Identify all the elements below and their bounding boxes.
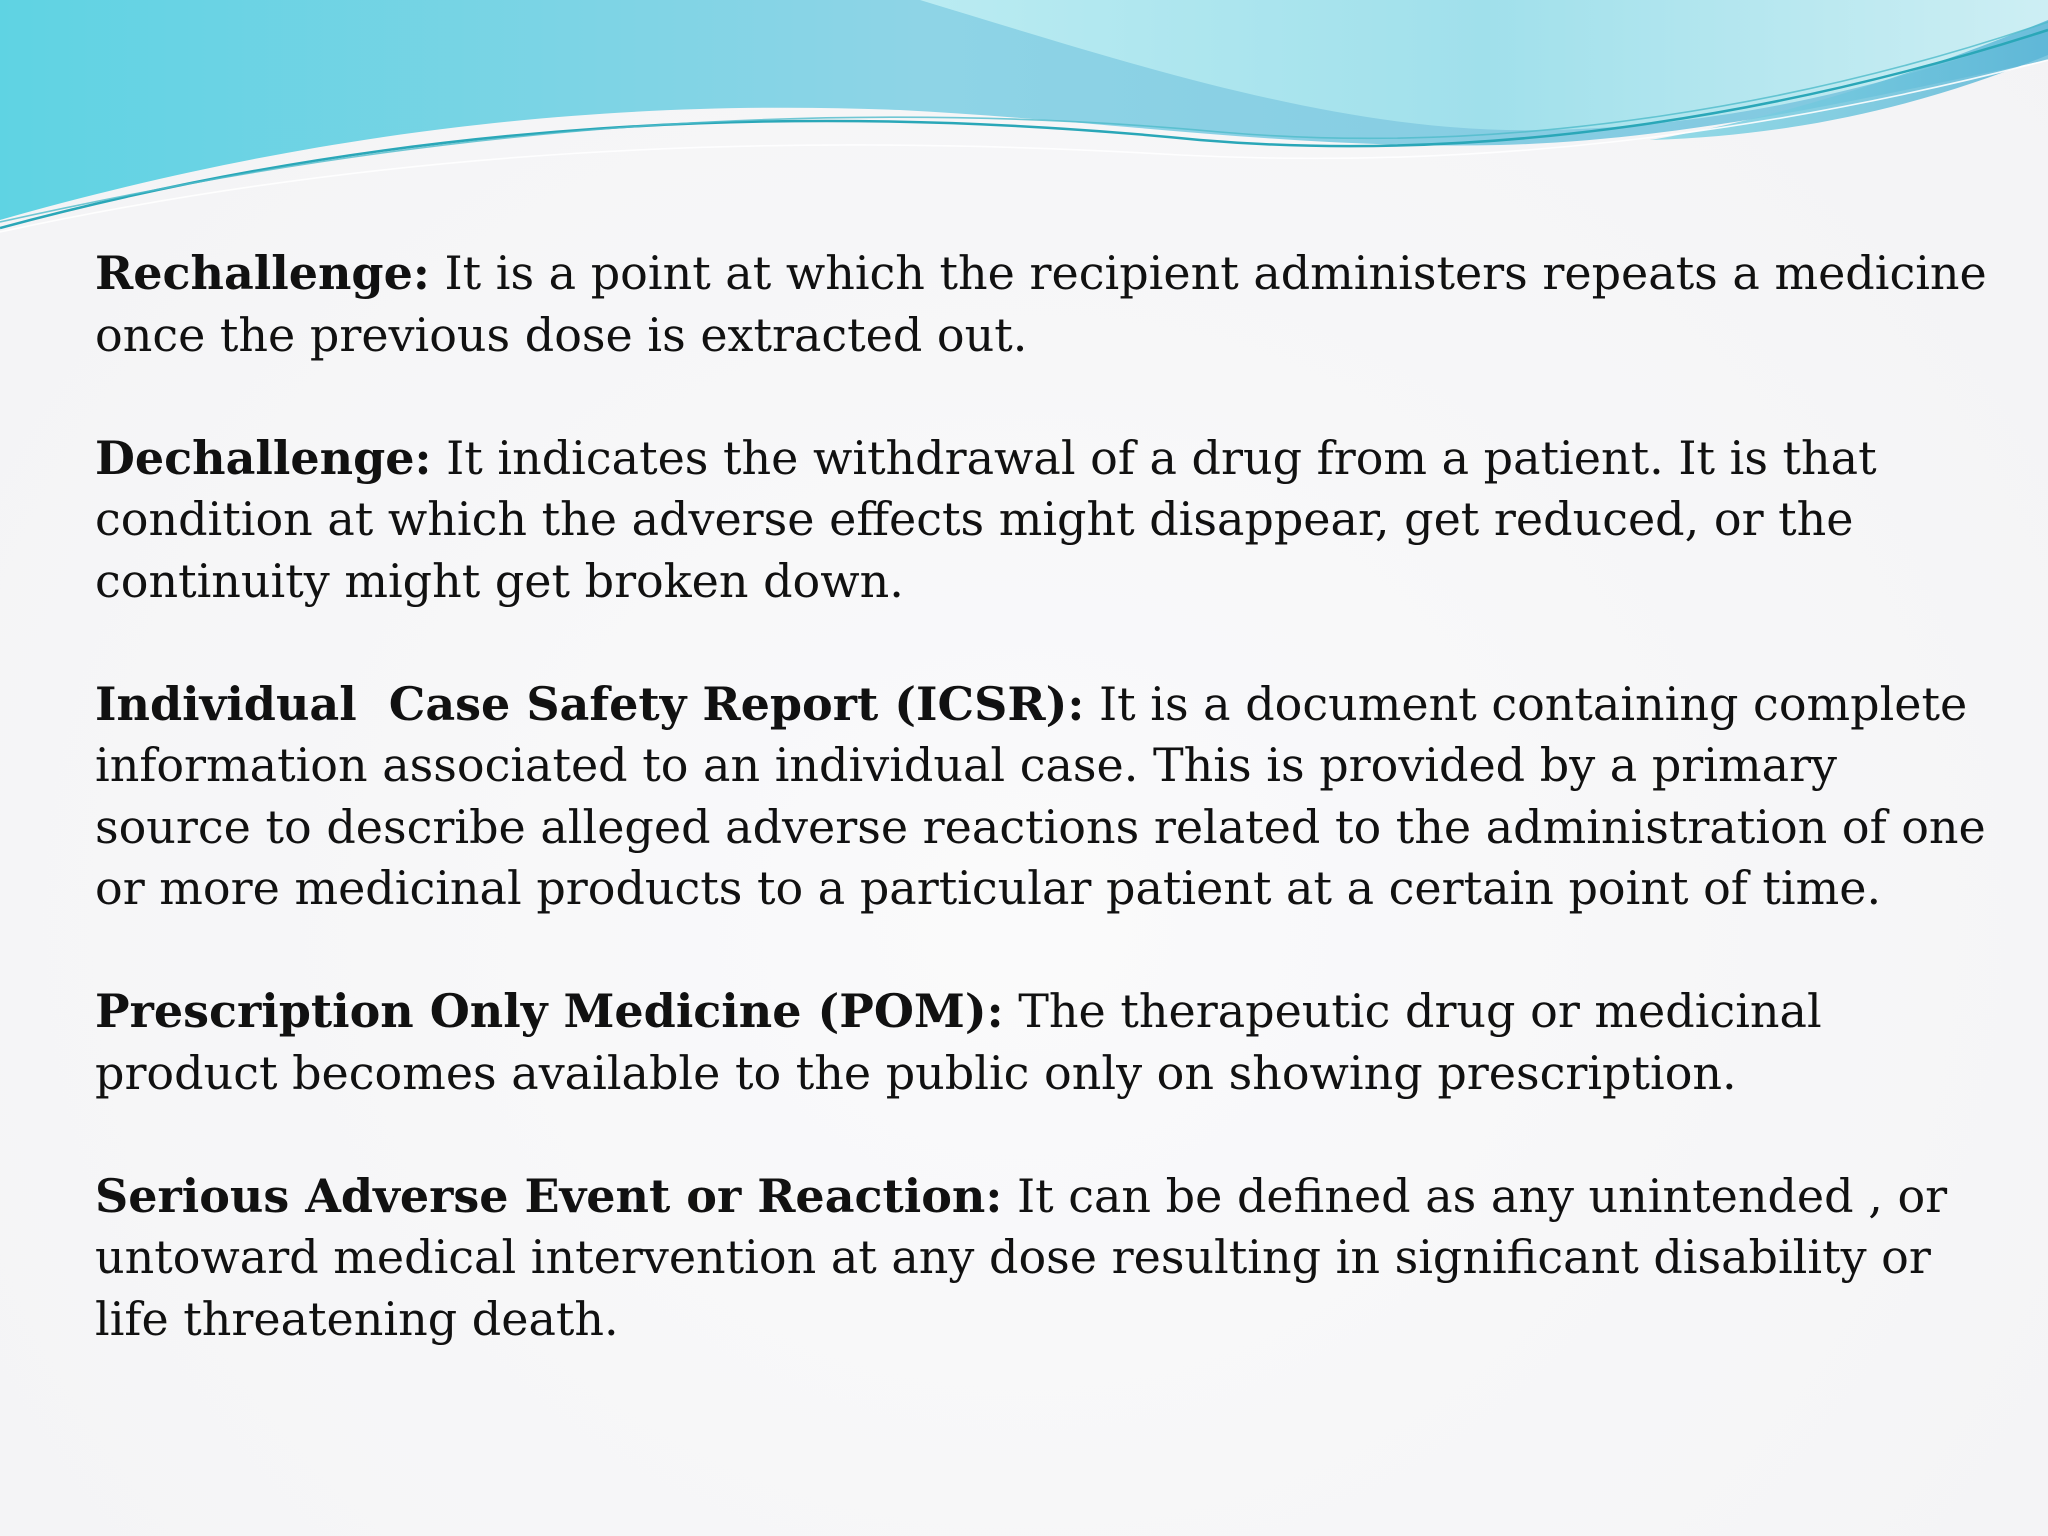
wave-header-decoration: [0, 0, 2048, 240]
definition-rechallenge: [95, 243, 1995, 366]
term-label: Rechallenge:: [95, 246, 430, 300]
definition-dechallenge: [95, 428, 1995, 613]
term-definition: It is a point at which the recipient administers repeats a medicine once the previous dose is extracted out.: [95, 246, 1987, 362]
term-definition: It indicates the withdrawal of a drug from a patient. It is that condition at which the adverse effects might disappear, get reduced, or the continuity might get broken down.: [95, 430, 1877, 608]
term-definition: It is a document containing complete information associated to an individual case. This is provided by a primary source to describe alleged adverse reactions related to the administration of one or more medicinal products to a particular patient at a certain point of time.: [95, 676, 1986, 915]
term-label: Prescription Only Medicine (POM):: [95, 984, 1004, 1038]
term-label: Serious Adverse Event or Reaction:: [95, 1168, 1003, 1223]
slide-content: [95, 243, 1995, 1412]
definition-pom: [95, 981, 1995, 1104]
term-definition: The therapeutic drug or medicinal product becomes available to the public only on showing prescription.: [95, 984, 1822, 1100]
definition-icsr: [95, 674, 1995, 920]
term-label: Dechallenge:: [95, 430, 432, 485]
definition-serious-adverse-event: [95, 1166, 1995, 1351]
term-label: Individual Case Safety Report (ICSR):: [95, 676, 1085, 731]
term-definition: It can be defined as any unintended , or untoward medical intervention at any dose resulting in significant disability or life threatening death.: [95, 1168, 1948, 1346]
